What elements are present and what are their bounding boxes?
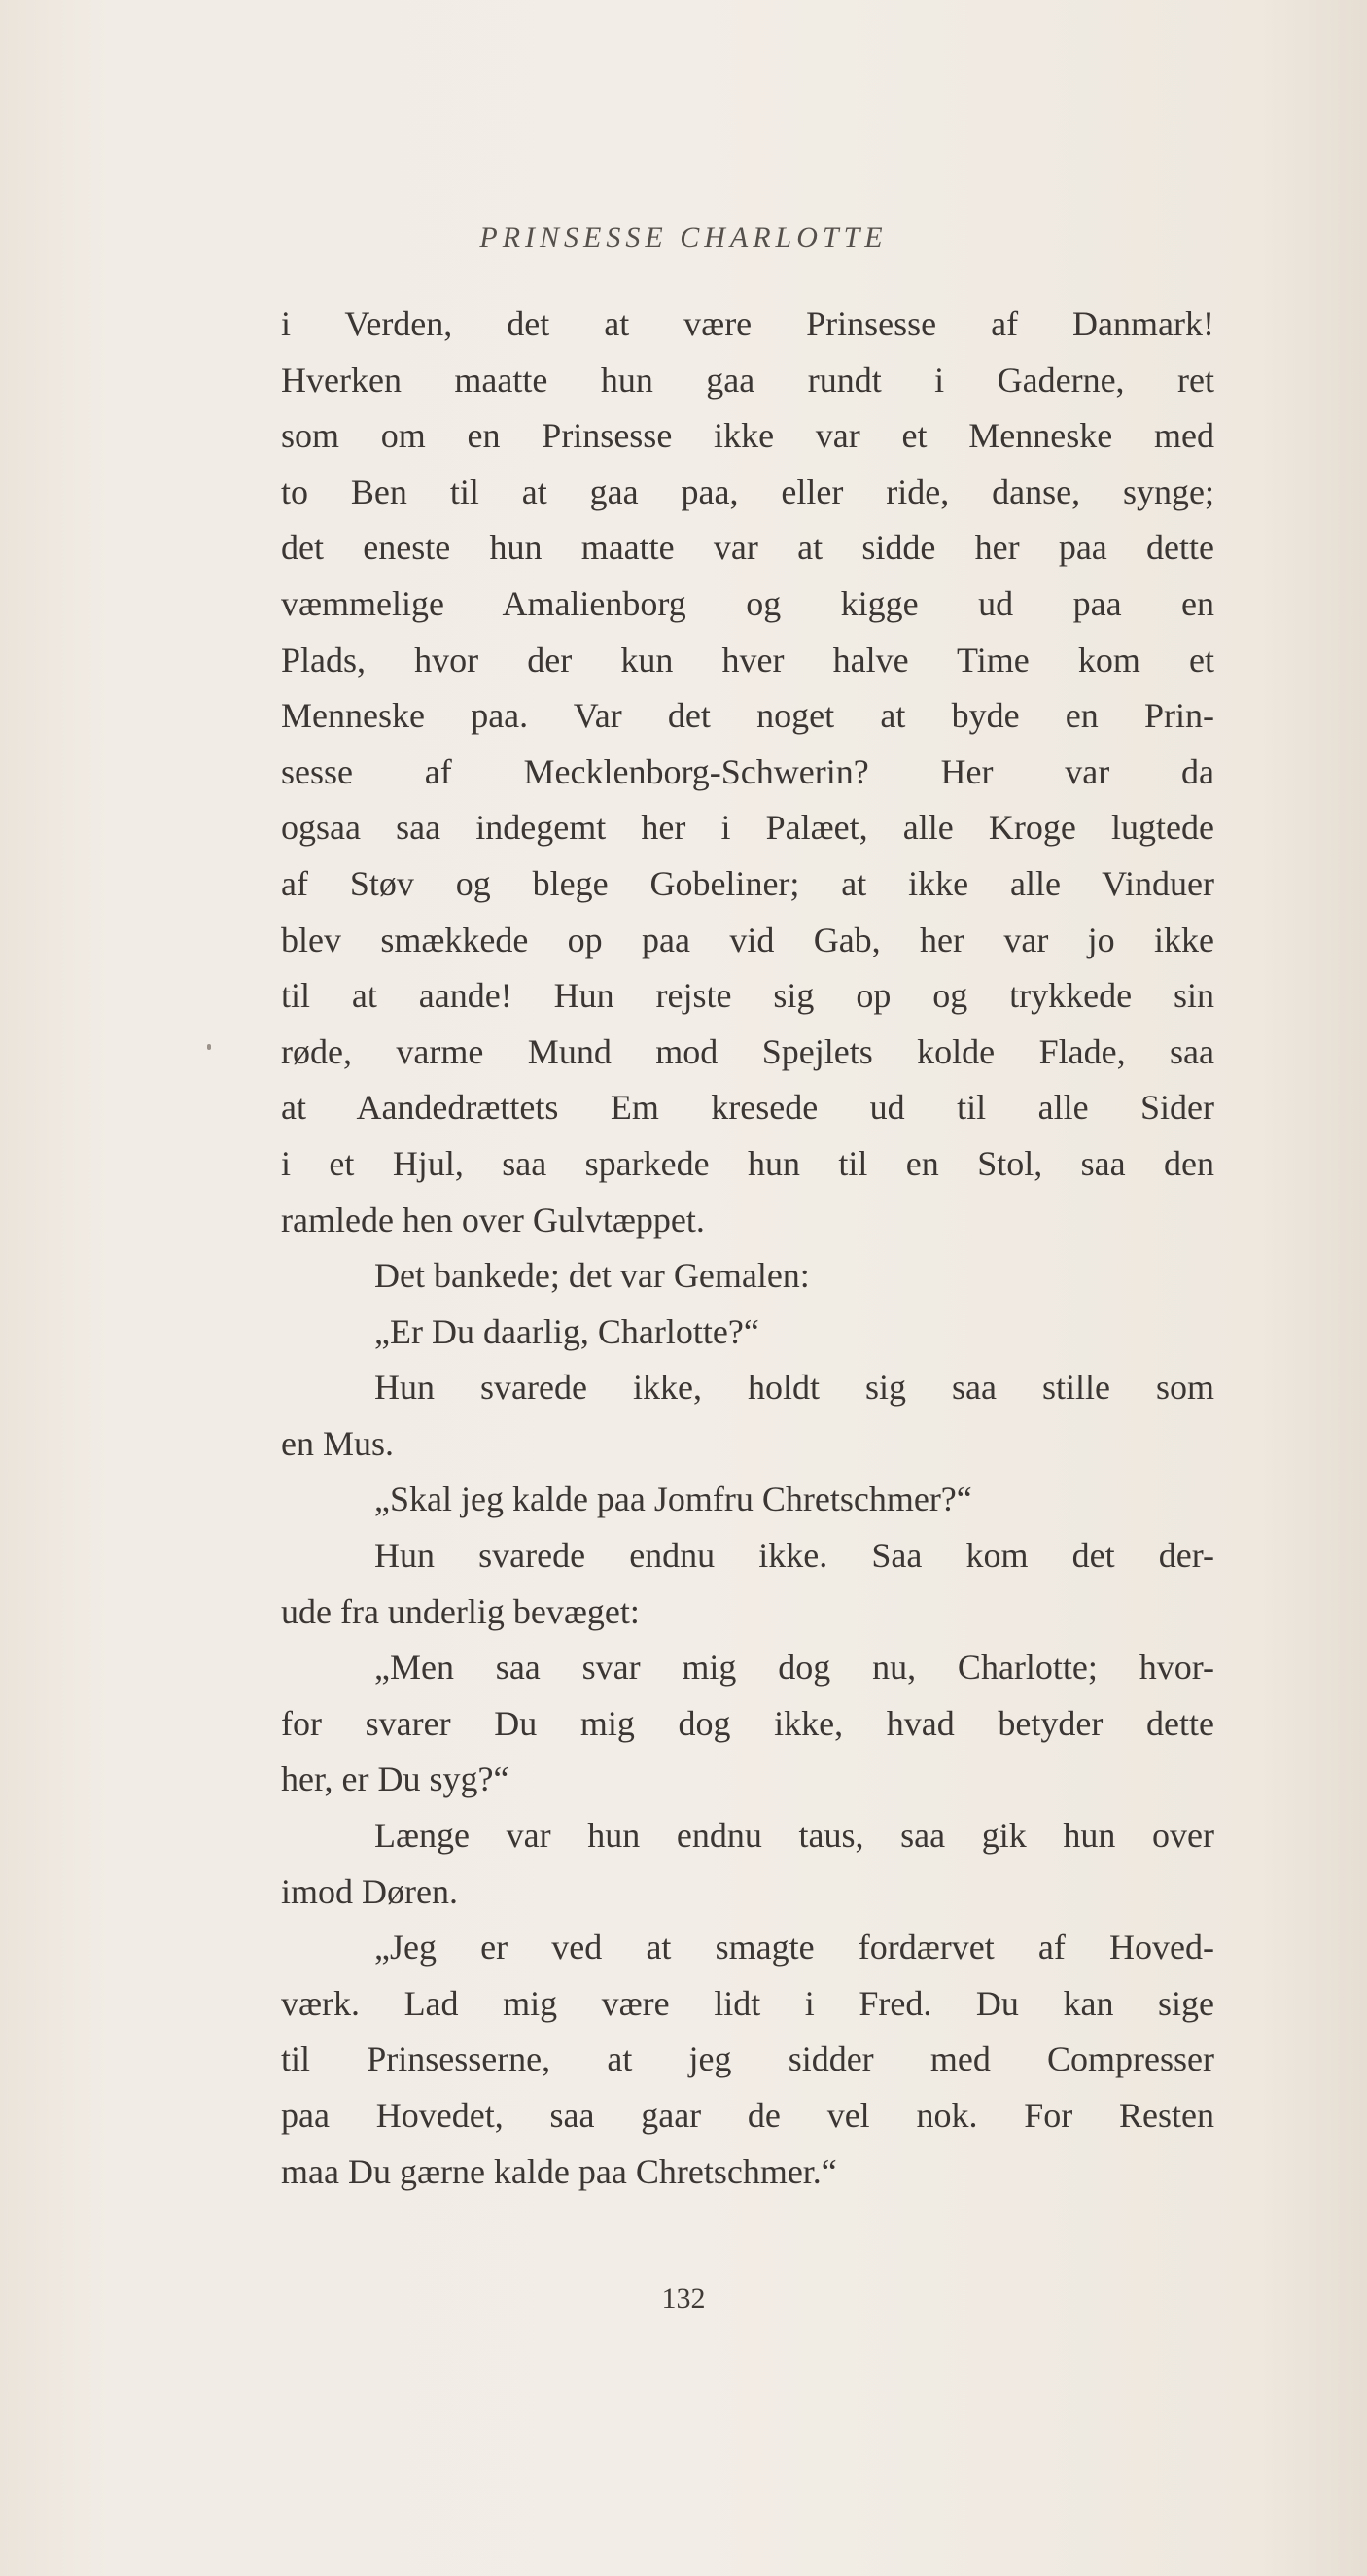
text-line: „Jeg er ved at smagte fordærvet af Hoved-	[374, 1928, 1214, 1967]
text-line: Hun svarede endnu ikke. Saa kom det der-	[374, 1536, 1214, 1576]
text-line: Hun svarede ikke, holdt sig saa stille som	[374, 1368, 1214, 1408]
text-line: paa Hovedet, saa gaar de vel nok. For Resten	[281, 2096, 1214, 2135]
text-line: i Verden, det at være Prinsesse af Danmark!	[281, 304, 1214, 343]
text-line: til at aande! Hun rejste sig op og trykkede sin	[281, 976, 1214, 1016]
text-line: at Aandedrættets Em kresede ud til alle Sider	[281, 1088, 1214, 1128]
text-line: ude fra underlig bevæget:	[281, 1591, 640, 1631]
text-line: her, er Du syg?“	[281, 1759, 509, 1799]
text-line: imod Døren.	[281, 1871, 458, 1911]
text-line: det eneste hun maatte var at sidde her paa dette	[281, 528, 1214, 568]
text-line: ramlede hen over Gulvtæppet.	[281, 1200, 705, 1239]
text-line: sesse af Mecklenborg-Schwerin? Her var da	[281, 751, 1214, 791]
text-line: røde, varme Mund mod Spejlets kolde Flade, saa	[281, 1031, 1214, 1071]
text-line: Plads, hvor der kun hver halve Time kom et	[281, 640, 1214, 679]
page-number: 132	[661, 2282, 706, 2315]
body-text	[281, 296, 1214, 2200]
text-line: to Ben til at gaa paa, eller ride, danse, synge;	[281, 471, 1214, 511]
text-line: i et Hjul, saa sparkede hun til en Stol, saa den	[281, 1143, 1214, 1183]
text-line: som om en Prinsesse ikke var et Menneske med	[281, 416, 1214, 456]
text-line: „Er Du daarlig, Charlotte?“	[374, 1311, 759, 1351]
text-line: værk. Lad mig være lidt i Fred. Du kan sige	[281, 1983, 1214, 2023]
paper-speck	[207, 1044, 211, 1050]
text-line: Det bankede; det var Gemalen:	[374, 1256, 810, 1296]
text-line: „Skal jeg kalde paa Jomfru Chretschmer?“	[374, 1479, 972, 1519]
text-line: væmmelige Amalienborg og kigge ud paa en	[281, 583, 1214, 623]
running-head: PRINSESSE CHARLOTTE	[479, 222, 888, 254]
text-line: „Men saa svar mig dog nu, Charlotte; hvor-	[374, 1648, 1214, 1688]
text-line: ogsaa saa indegemt her i Palæet, alle Kroge lugtede	[281, 808, 1214, 848]
text-line: for svarer Du mig dog ikke, hvad betyder dette	[281, 1703, 1214, 1743]
text-line: Hverken maatte hun gaa rundt i Gaderne, ret	[281, 360, 1214, 400]
text-line: maa Du gærne kalde paa Chretschmer.“	[281, 2151, 837, 2191]
text-line: af Støv og blege Gobeliner; at ikke alle Vinduer	[281, 863, 1214, 903]
text-line: Længe var hun endnu taus, saa gik hun over	[374, 1816, 1214, 1856]
text-line: Menneske paa. Var det noget at byde en Prin-	[281, 696, 1214, 736]
text-line: en Mus.	[281, 1423, 394, 1463]
text-line: blev smækkede op paa vid Gab, her var jo ikke	[281, 920, 1214, 959]
text-line: til Prinsesserne, at jeg sidder med Compresser	[281, 2039, 1214, 2079]
